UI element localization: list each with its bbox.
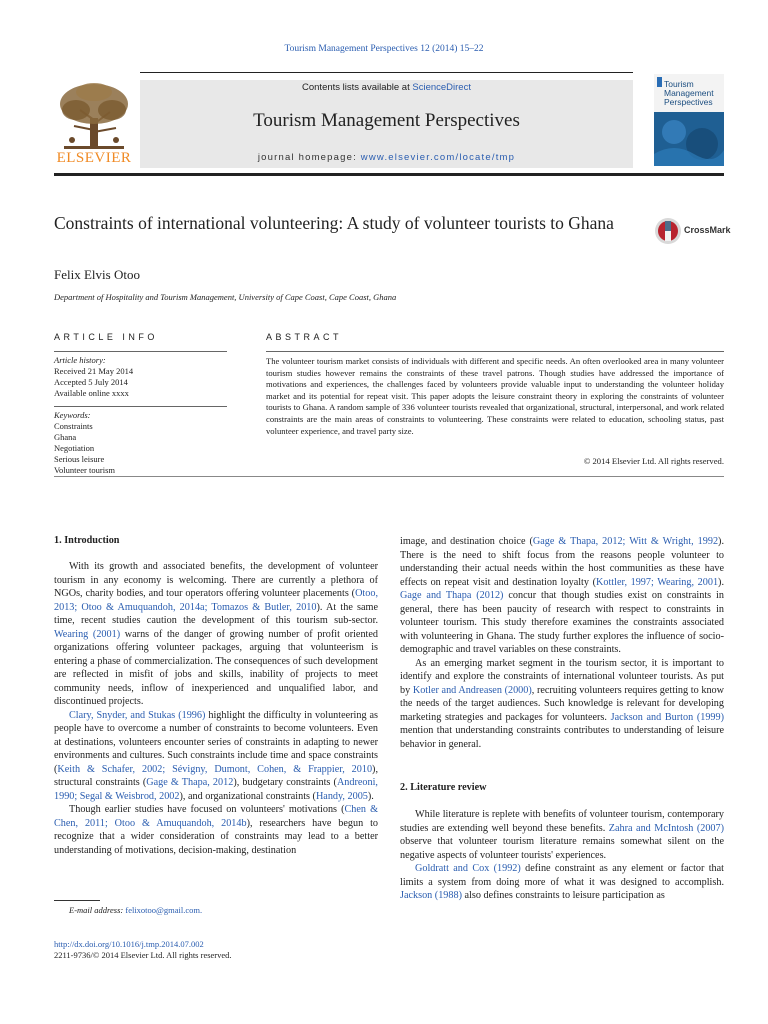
keywords-block xyxy=(54,410,227,476)
homepage-link[interactable]: www.elsevier.com/locate/tmp xyxy=(360,152,516,163)
text-run: concur that though studies exist on constraints in general, there has been paucity of research with respect to constraints in volunteer tourism. This study therefore examines the constraints associated with volunteering in Ghana. The study further explores the influence of socio-demographic and travel variables on these constraints. xyxy=(400,590,724,655)
citation-link[interactable]: Goldratt and Cox (1992) xyxy=(415,863,521,874)
citation-link[interactable]: Handy, 2005 xyxy=(315,790,368,802)
doi-link[interactable]: http://dx.doi.org/10.1016/j.tmp.2014.07.002 xyxy=(54,939,204,949)
section-heading-literature-review: 2. Literature review xyxy=(400,782,487,793)
citation-link[interactable]: Keith & Schafer, 2002; Sévigny, Dumont, Cohen, & Frappier, 2010 xyxy=(57,763,373,775)
journal-title: Tourism Management Perspectives xyxy=(253,110,520,131)
article-info-heading: ARTICLE INFO xyxy=(54,332,158,342)
text-run: As an emerging market segment in the tourism sector, it is important to identify and explore the constraints of international volunteer tourists. As put by xyxy=(400,657,724,696)
paragraph xyxy=(400,535,724,657)
citation-link[interactable]: Gage & Thapa, 2012; Witt & Wright, 1992 xyxy=(532,536,719,547)
paragraph xyxy=(54,709,378,804)
citation-link[interactable]: Zahra and McIntosh (2007) xyxy=(608,822,724,834)
keywords-rule xyxy=(54,406,227,407)
issn-line: 2211-9736/© 2014 Elsevier Ltd. All rights reserved. xyxy=(54,950,232,960)
section-heading-introduction: 1. Introduction xyxy=(54,535,120,546)
citation-link[interactable]: Kotler and Andreasen (2000) xyxy=(412,684,532,696)
crossmark-label: CrossMark xyxy=(684,225,731,235)
citation-link[interactable]: Andreoni, 1990; Segal & Weisbrod, 2002 xyxy=(54,777,378,802)
citation-link[interactable]: Kottler, 1997; Wearing, 2001 xyxy=(596,576,719,588)
homepage-line xyxy=(140,152,633,163)
text-run: ). xyxy=(718,576,724,588)
keyword: Negotiation xyxy=(54,443,95,453)
text-run: ). At the same time, recent studies caution the development of this tourism sub-sector. xyxy=(54,601,378,626)
text-run: ), and organizational constraints ( xyxy=(179,790,316,802)
citation-link[interactable]: Wearing (2001) xyxy=(54,628,121,640)
text-run: While literature is replete with benefits of volunteer tourism, contemporary studies are extending well beyond these benefits. xyxy=(400,809,724,834)
text-run: Though earlier studies have focused on volunteers' motivations ( xyxy=(69,804,345,815)
sciencedirect-link[interactable]: ScienceDirect xyxy=(412,82,471,93)
text-run: highlight the difficulty in volunteering as people have to overcome a number of constraints to become volunteers. Even at destinations, volunteers encounter series of constraints in adapting to newer environments and cultures. Such constraints include time and space constraints ( xyxy=(54,709,378,775)
text-run: ). xyxy=(367,790,374,802)
keywords-label: Keywords: xyxy=(54,410,91,420)
citation-link[interactable]: Jackson and Burton (1999) xyxy=(610,711,724,723)
keyword: Serious leisure xyxy=(54,454,105,464)
article-history xyxy=(54,355,227,399)
text-run: ), structural constraints ( xyxy=(54,763,378,788)
journal-citation[interactable]: Tourism Management Perspectives 12 (2014) 15–22 xyxy=(284,44,484,54)
keyword: Ghana xyxy=(54,432,77,442)
crossmark-icon xyxy=(654,216,682,246)
cover-art-icon xyxy=(654,114,724,166)
text-run: observe that volunteer tourism literature remains somewhat silent on the negative aspects of volunteer tourists' experiences. xyxy=(400,836,724,861)
elsevier-tree-logo xyxy=(54,80,134,152)
paragraph xyxy=(54,803,378,857)
journal-cover-thumbnail[interactable] xyxy=(654,74,724,166)
text-run: ). There is the need to shift focus from the reasons people volunteer to understanding their actual needs within the host communities as these have effects on repeat visit and destination loyalty ( xyxy=(400,536,724,588)
online-date: Available online xxxx xyxy=(54,388,129,398)
paragraph xyxy=(54,560,378,709)
article-title: Constraints of international volunteering: A study of volunteer tourists to Ghana xyxy=(54,213,614,233)
homepage-prefix: journal homepage: xyxy=(257,152,361,163)
text-run: define constraint as any element or factor that limits a system from doing more of what it was designed to accomplish. xyxy=(400,863,724,888)
doi-block xyxy=(54,939,232,961)
text-run: ), budgetary constraints ( xyxy=(233,777,337,788)
publisher-name: ELSEVIER xyxy=(56,150,132,166)
accepted-date: Accepted 5 July 2014 xyxy=(54,377,128,387)
paragraph xyxy=(400,657,724,752)
masthead-top-rule xyxy=(140,72,633,73)
article-info-rule xyxy=(54,351,227,352)
abstract-bottom-rule xyxy=(54,476,724,477)
keyword: Volunteer tourism xyxy=(54,465,115,475)
body-column-right-continued xyxy=(400,808,724,903)
body-column-left xyxy=(54,560,378,857)
abstract-heading: ABSTRACT xyxy=(266,332,343,342)
citation-link[interactable]: Gage & Thapa, 2012 xyxy=(146,777,234,788)
text-run: mention that understanding constraints contributes to understanding of leisure behavior in general. xyxy=(400,725,724,750)
email-link[interactable]: felixotoo@gmail.com. xyxy=(125,905,203,915)
citation-link[interactable]: Clary, Snyder, and Stukas (1996) xyxy=(69,709,206,721)
text-run: image, and destination choice ( xyxy=(400,536,533,547)
citation-link[interactable]: Chen & Chen, 2011; Otoo & Amuquandoh, 2014b xyxy=(54,804,379,829)
abstract-copyright: © 2014 Elsevier Ltd. All rights reserved. xyxy=(583,456,724,466)
contents-prefix: Contents lists available at xyxy=(302,82,413,93)
body-column-right xyxy=(400,535,724,751)
email-label: E-mail address: xyxy=(69,905,126,915)
author-email-footnote xyxy=(69,905,202,915)
history-label: Article history: xyxy=(54,355,106,365)
received-date: Received 21 May 2014 xyxy=(54,366,134,376)
footnote-rule xyxy=(54,900,100,901)
abstract-text: The volunteer tourism market consists of individuals with different and specific needs. An often overlooked area in many volunteer tourism studies however remains the constraints of these travel patrons. Though studies have addressed the importance of motivations and experiences, the challenges faced by volunteers provide valuable input to understanding the volunteer holiday market and its potential for repeat visit. This paper adopts the leisure constraint theory in exploring the constraints of volunteer tourists to Ghana. A random sample of 336 volunteer tourists revealed that organizational, structural, interpersonal, and work related constraints are the main areas of constraints to volunteering. These constraints were related to education, schooling status, past volunteer experience, and travel party size. xyxy=(266,356,724,436)
masthead-bottom-rule xyxy=(54,173,724,176)
author-affiliation: Department of Hospitality and Tourism Management, University of Cape Coast, Cape Coast, Ghana xyxy=(54,292,397,302)
cover-logo-icon xyxy=(657,77,662,87)
text-run: With its growth and associated benefits, the development of volunteer tourism in any economy is welcoming. There are currently a plethora of NGOs, charity bodies, and tour operators offering volunteer placements ( xyxy=(54,561,378,599)
paragraph xyxy=(400,808,724,862)
author-name: Felix Elvis Otoo xyxy=(54,267,140,282)
text-run: also defines constraints to leisure participation as xyxy=(461,890,665,901)
text-run: , recruiting volunteers requires getting to know the needs of the target audiences. Such knowledge is relevant for developing marketing strategies and packages for volunteers. xyxy=(400,684,724,723)
citation-link[interactable]: Jackson (1988) xyxy=(400,890,462,901)
crossmark-badge[interactable] xyxy=(654,216,744,246)
text-run: ), researchers have begun to recognize that a wider consideration of constraints may lead to a better understanding of motivations, decision-making, destination xyxy=(54,817,378,856)
paragraph xyxy=(400,862,724,903)
abstract-rule xyxy=(266,351,724,352)
cover-title: Tourism Management Perspectives xyxy=(664,79,714,107)
citation-link[interactable]: Otoo, 2013; Otoo & Amuquandoh, 2014a; Tomazos & Butler, 2010 xyxy=(54,588,378,613)
text-run: warns of the danger of growing number of profit oriented organizations offering volunteer packages, arguing that volunteerism is entering a phase of commercialization. The consequences of such development are reflected in misfit of jobs and skills, inability of projects to meet community needs, inflow of inexperienced and unqualified labor, and discontinued projects. xyxy=(54,628,378,707)
citation-link[interactable]: Gage and Thapa (2012) xyxy=(400,590,504,601)
keyword: Constraints xyxy=(54,421,93,431)
contents-line xyxy=(140,82,633,93)
